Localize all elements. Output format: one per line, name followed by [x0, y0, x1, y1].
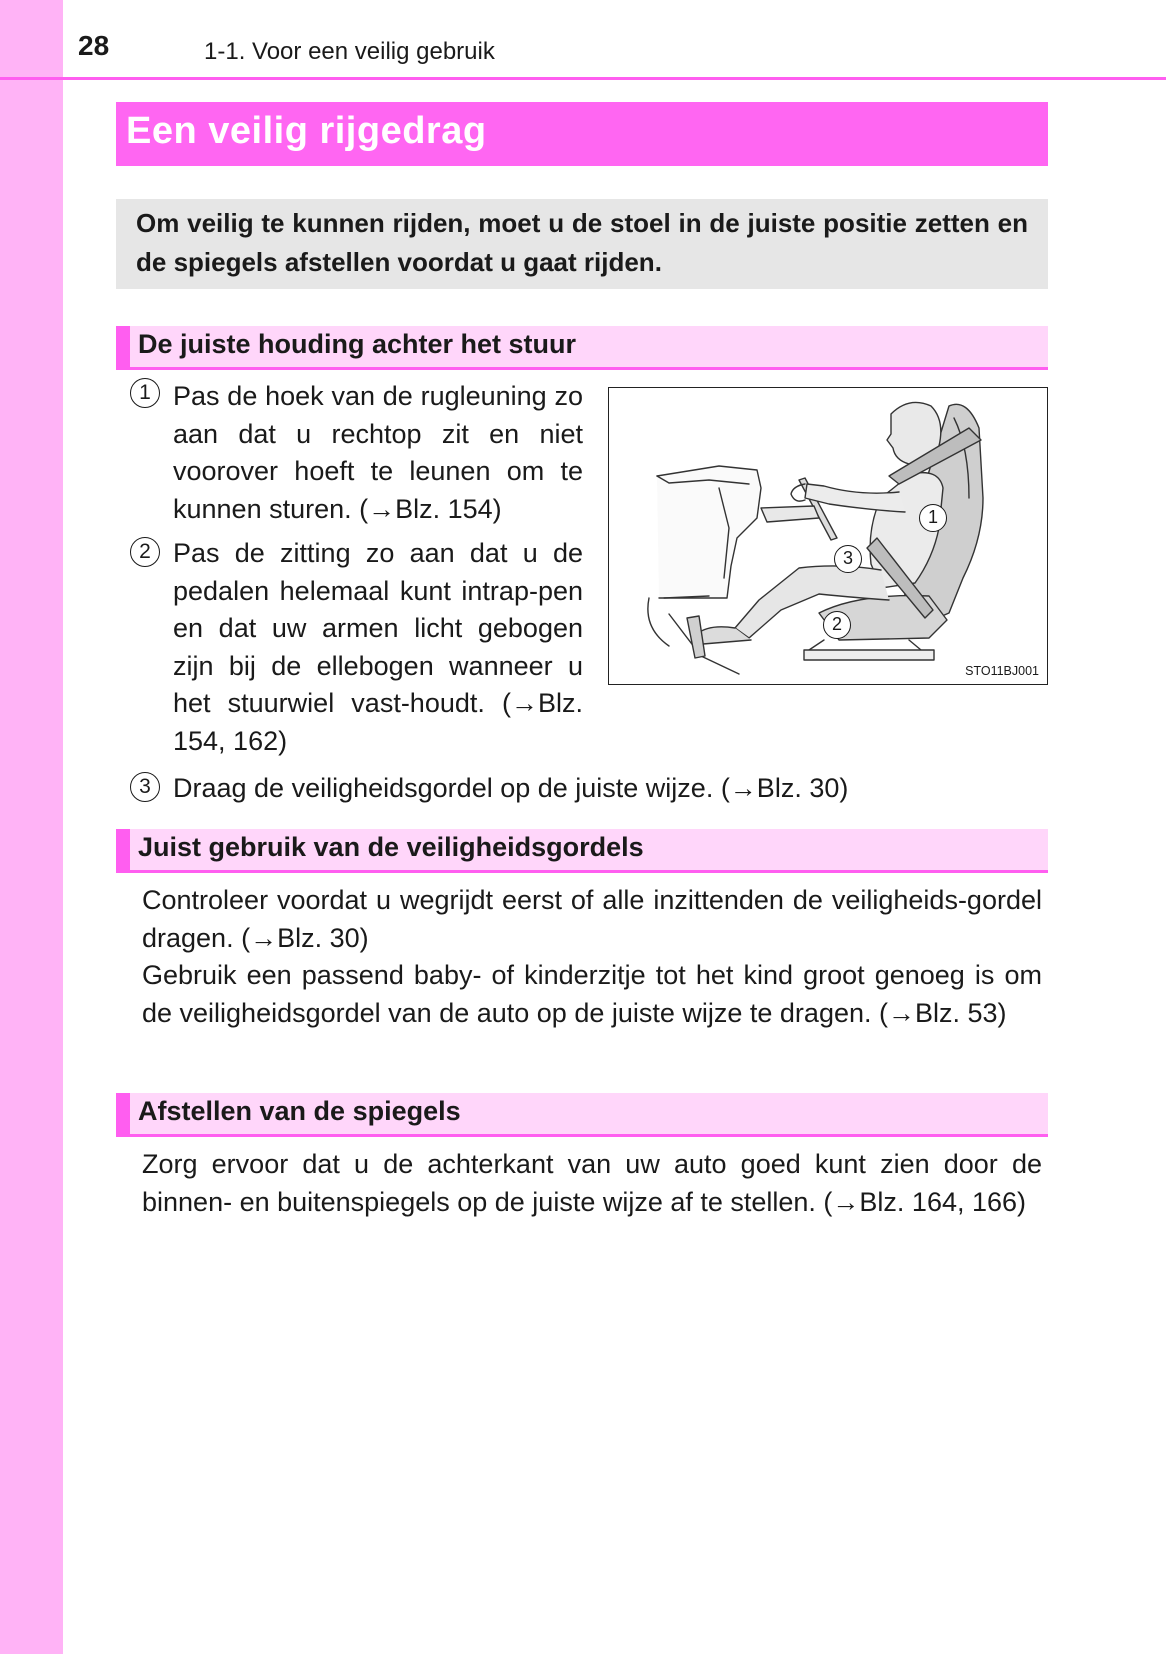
driving-posture-illustration	[609, 388, 1046, 683]
driving-posture-figure	[608, 387, 1048, 685]
intro-box	[116, 199, 1048, 289]
seatbelts-body	[142, 882, 1042, 1032]
subheading-posture	[116, 326, 1048, 370]
item-marker-1: 1	[130, 378, 160, 408]
subheading-posture-text: De juiste houding achter het stuur	[138, 329, 577, 359]
subheading-seatbelts	[116, 829, 1048, 873]
running-header: 1-1. Voor een veilig gebruik	[204, 38, 495, 65]
posture-item-2: Pas de zitting zo aan dat u de pedalen helemaal kunt intrap-pen en dat uw armen licht gebogen zijn bij de ellebogen wanneer u het stuurwiel vast-houdt. (→Blz. 154, 162)	[173, 538, 583, 756]
subheading-seatbelts-text: Juist gebruik van de veiligheidsgordels	[138, 832, 644, 862]
subheading-mirrors-text: Afstellen van de spiegels	[138, 1096, 461, 1126]
title-bar	[116, 102, 1048, 166]
posture-item-1: Pas de hoek van de rugleuning zo aan dat u rechtop zit en niet voorover hoeft te leunen om te kunnen sturen. (→Blz. 154)	[173, 381, 583, 524]
figure-label-1: 1	[919, 504, 947, 532]
mirrors-body	[142, 1146, 1042, 1221]
item-marker-3: 3	[130, 772, 160, 802]
figure-label-3: 3	[834, 545, 862, 573]
side-strip	[0, 0, 63, 1654]
seatbelts-paragraph-2: Gebruik een passend baby- of kinderzitje tot het kind groot genoeg is om de veiligheidsgordel van de auto op de juiste wijze te dragen. (→Blz. 53)	[142, 960, 1042, 1028]
figure-label-2: 2	[823, 611, 851, 639]
page-number: 28	[78, 30, 110, 61]
header-rule	[0, 77, 1166, 80]
figure-code: STO11BJ001	[965, 664, 1039, 678]
posture-item-3: Draag de veiligheidsgordel op de juiste wijze. (→Blz. 30)	[173, 773, 849, 803]
page-title: Een veilig rijgedrag	[126, 110, 487, 152]
mirrors-paragraph-1: Zorg ervoor dat u de achterkant van uw auto goed kunt zien door de binnen- en buitenspiegels op de juiste wijze af te stellen. (→Blz. 164, 166)	[142, 1149, 1042, 1217]
intro-text: Om veilig te kunnen rijden, moet u de stoel in de juiste positie zetten en de spiegels afstellen voordat u gaat rijden.	[136, 208, 1028, 277]
subheading-mirrors	[116, 1093, 1048, 1137]
item-marker-2: 2	[130, 537, 160, 567]
seatbelts-paragraph-1: Controleer voordat u wegrijdt eerst of alle inzittenden de veiligheids-gordel dragen. (→Blz. 30)	[142, 885, 1042, 953]
